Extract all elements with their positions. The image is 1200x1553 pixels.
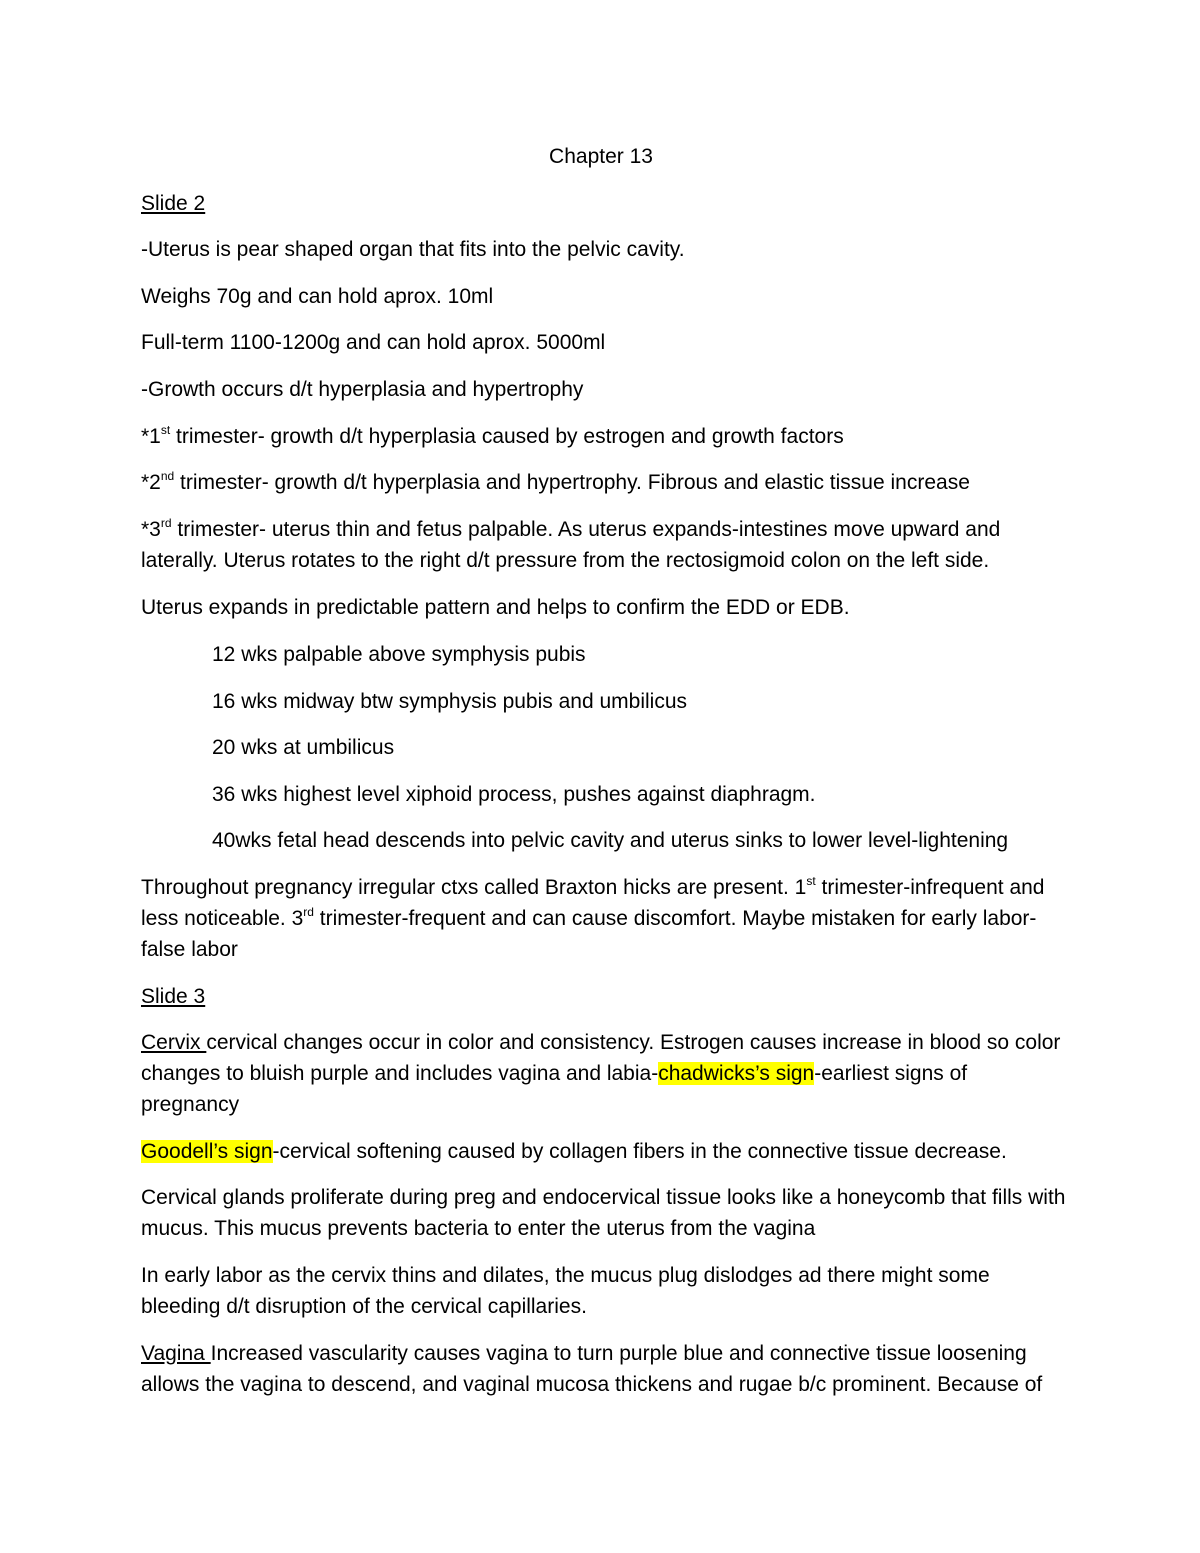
paragraph: Weighs 70g and can hold aprox. 10ml [141, 285, 494, 308]
goodells-sign-highlight: Goodell’s sign [141, 1140, 273, 1163]
text: -earliest signs of pregnancy [141, 1062, 968, 1116]
text: trimester- growth d/t hyperplasia and hypertrophy. Fibrous and elastic tissue increase [174, 471, 970, 494]
trimester-3-paragraph [141, 514, 1066, 576]
goodell-paragraph [141, 1136, 1066, 1167]
text: Increased vascularity causes vagina to turn purple blue and connective tissue loosening allows the vagina to descend, and vaginal mucosa thickens and rugae b/c prominent. Because of [141, 1342, 1043, 1396]
page-title: Chapter 13 [549, 145, 653, 168]
trimester-2-paragraph [141, 467, 1066, 498]
text: *2 [141, 471, 161, 494]
text: trimester- uterus thin and fetus palpable. As uterus expands-intestines move upward and laterally. Uterus rotates to the right d/t pressure from the rectosigmoid colon on the left side. [141, 518, 1001, 572]
week-item: 16 wks midway btw symphysis pubis and umbilicus [212, 690, 688, 713]
cervical-glands-paragraph: Cervical glands proliferate during preg and endocervical tissue looks like a honeycomb that fills with mucus. This mucus prevents bacteria to enter the uterus from the vagina [141, 1186, 1066, 1240]
superscript: rd [160, 516, 172, 530]
week-item: 40wks fetal head descends into pelvic cavity and uterus sinks to lower level-lightening [212, 829, 1009, 852]
early-labor-paragraph: In early labor as the cervix thins and dilates, the mucus plug dislodges ad there might some bleeding d/t disruption of the cervical capillaries. [141, 1264, 990, 1318]
cervix-paragraph [141, 1027, 1066, 1120]
superscript: rd [303, 905, 314, 919]
text: trimester- growth d/t hyperplasia caused by estrogen and growth factors [170, 425, 844, 448]
cervix-label: Cervix [141, 1031, 207, 1054]
superscript: nd [160, 469, 175, 483]
text: cervical changes occur in color and consistency. Estrogen causes increase in blood so color changes to bluish purple and includes vagina and labia- [141, 1031, 1061, 1085]
text: Throughout pregnancy irregular ctxs called Braxton hicks are present. 1 [141, 876, 807, 899]
text: *1 [141, 425, 161, 448]
chadwicks-sign-highlight: chadwicks’s sign [658, 1062, 815, 1085]
text: -cervical softening caused by collagen fibers in the connective tissue decrease. [272, 1140, 1007, 1163]
paragraph: Uterus expands in predictable pattern and helps to confirm the EDD or EDB. [141, 596, 850, 619]
text: trimester-frequent and can cause discomfort. Maybe mistaken for early labor-false labor [141, 907, 1037, 961]
superscript: st [806, 874, 816, 888]
braxton-hicks-paragraph [141, 872, 1066, 965]
vagina-label: Vagina [141, 1342, 211, 1365]
slide-2-heading: Slide 2 [141, 192, 206, 215]
week-item: 36 wks highest level xiphoid process, pushes against diaphragm. [212, 783, 816, 806]
paragraph: -Growth occurs d/t hyperplasia and hypertrophy [141, 378, 584, 401]
vagina-paragraph [141, 1338, 1066, 1400]
trimester-1-paragraph [141, 421, 1066, 452]
paragraph: Full-term 1100-1200g and can hold aprox. 5000ml [141, 331, 606, 354]
slide-3-heading: Slide 3 [141, 985, 206, 1008]
week-item: 20 wks at umbilicus [212, 736, 395, 759]
superscript: st [160, 423, 171, 437]
text: trimester-infrequent and less noticeable. 3 [141, 876, 1045, 930]
text: *3 [141, 518, 161, 541]
paragraph: -Uterus is pear shaped organ that fits into the pelvic cavity. [141, 238, 685, 261]
week-item: 12 wks palpable above symphysis pubis [212, 643, 586, 666]
